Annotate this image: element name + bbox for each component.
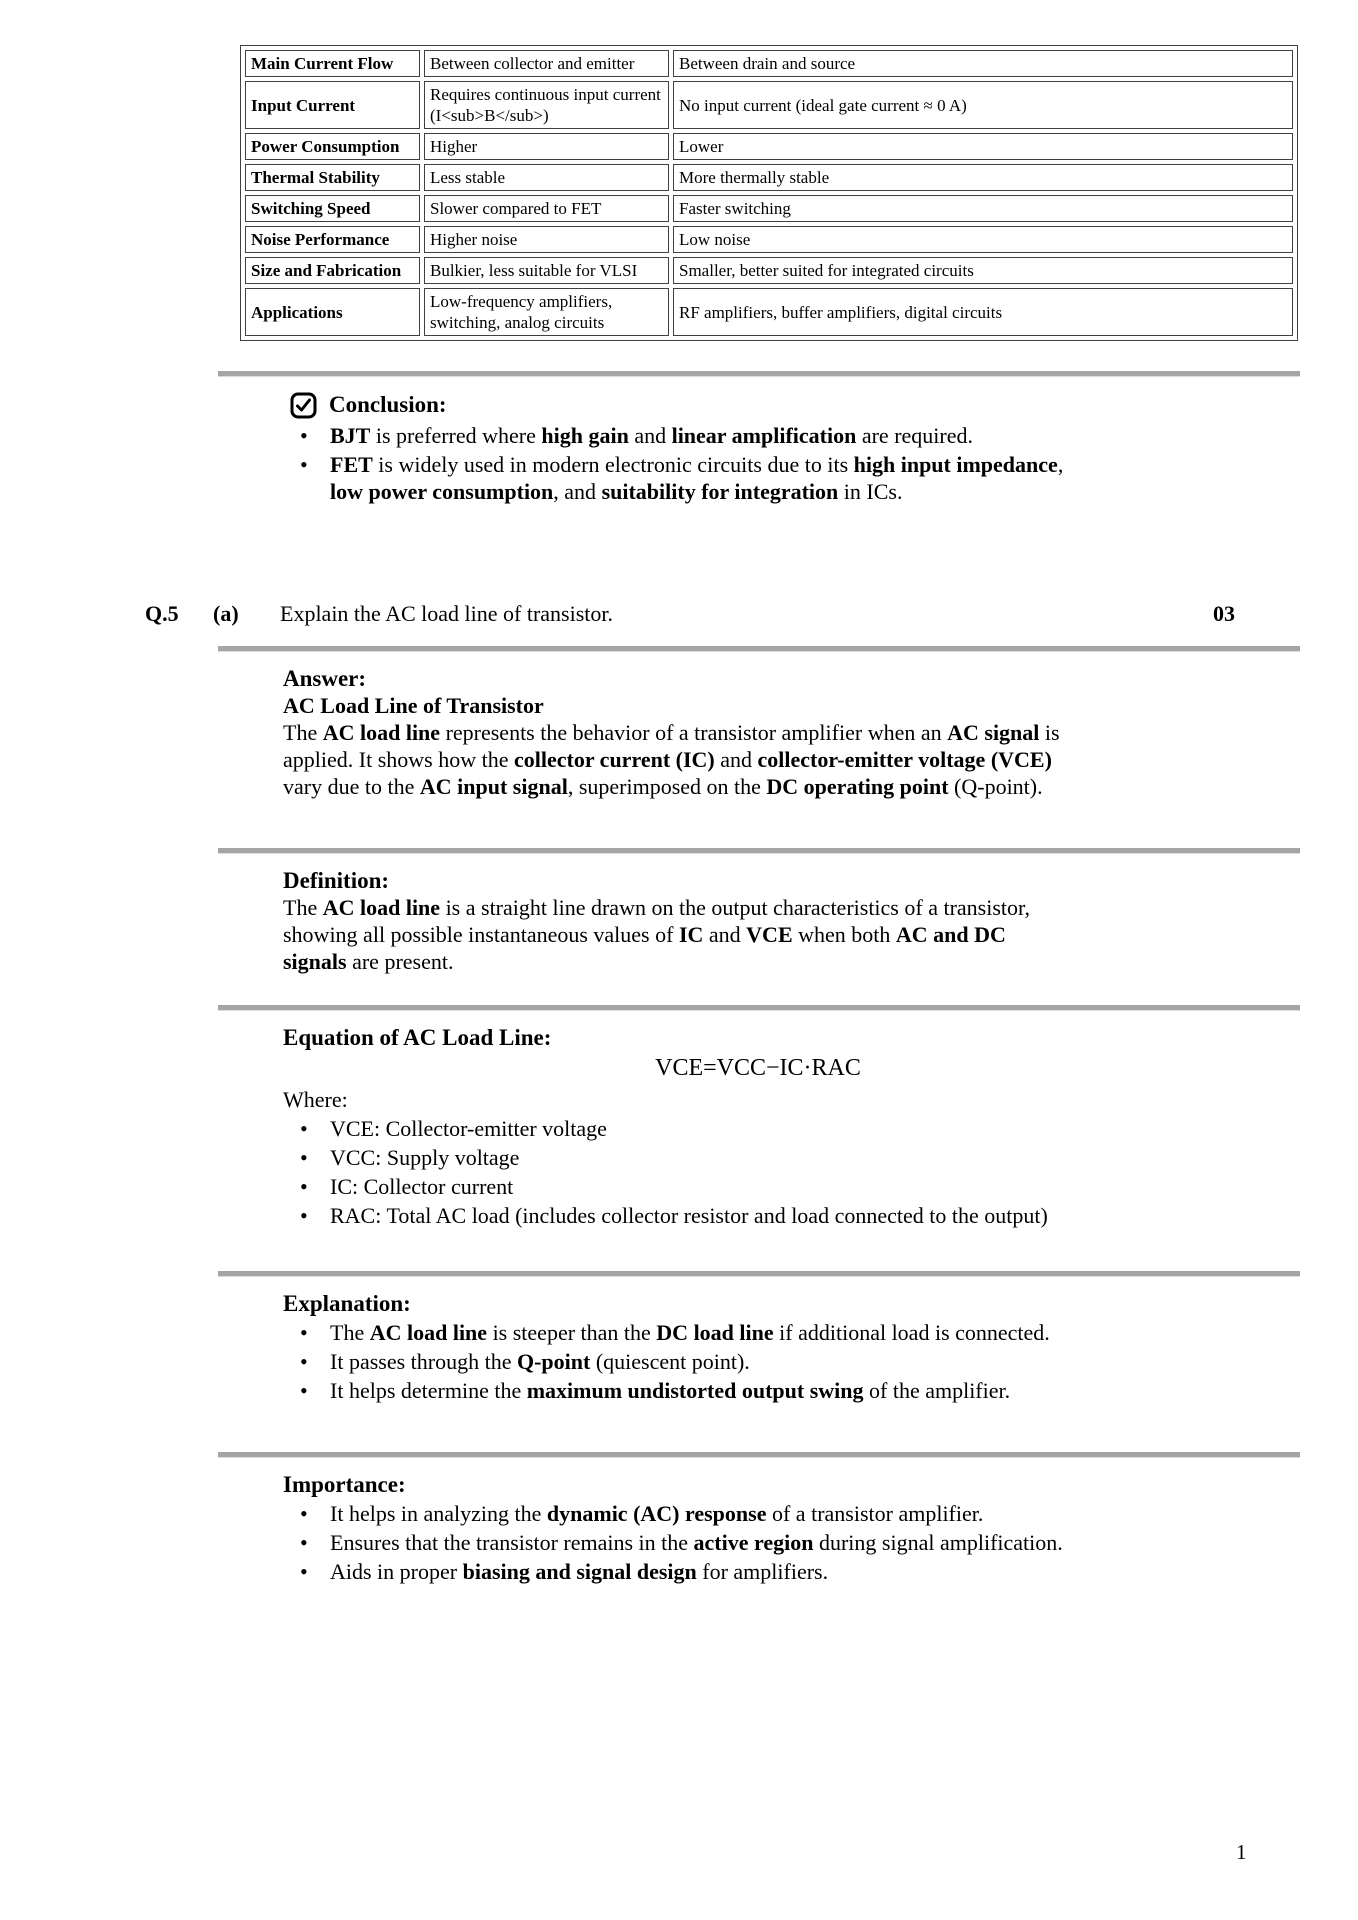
table-cell-feature: Applications [245, 288, 420, 336]
list-item-text: Aids in proper biasing and signal design for amplifiers. [330, 1559, 829, 1584]
table-cell-feature: Size and Fabrication [245, 257, 420, 284]
equation-section [218, 1024, 1300, 1229]
list-item [283, 1348, 1073, 1375]
table-cell-fet: Between drain and source [673, 50, 1293, 77]
bullet-dot: • [300, 1559, 308, 1584]
bullet-dot: • [300, 452, 308, 477]
list-item-text: RAC: Total AC load (includes collector resistor and load connected to the output) [330, 1203, 1048, 1228]
section-divider [218, 1271, 1300, 1277]
section-divider [218, 646, 1300, 652]
checkbox-checked-icon [290, 392, 317, 419]
table-cell-fet: No input current (ideal gate current ≈ 0 A) [673, 81, 1293, 129]
table-cell-bjt: Higher noise [424, 226, 669, 253]
table-cell-feature: Main Current Flow [245, 50, 420, 77]
table-cell-bjt: Less stable [424, 164, 669, 191]
bullet-dot: • [300, 1501, 308, 1526]
table-cell-feature: Thermal Stability [245, 164, 420, 191]
where-label: Where: [283, 1087, 348, 1112]
table-cell-bjt: Between collector and emitter [424, 50, 669, 77]
list-item [283, 1558, 1073, 1585]
page-number: 1 [1236, 1840, 1247, 1864]
question-part: (a) [213, 601, 239, 626]
comparison-table [240, 45, 1298, 341]
importance-heading: Importance: [283, 1472, 406, 1497]
bullet-dot: • [300, 1145, 308, 1170]
equation-heading: Equation of AC Load Line: [283, 1025, 552, 1050]
list-item [283, 1529, 1073, 1556]
table-cell-feature: Input Current [245, 81, 420, 129]
list-item-text: The AC load line is steeper than the DC load line if additional load is connected. [330, 1320, 1050, 1345]
list-item-text: It helps determine the maximum undistorted output swing of the amplifier. [330, 1378, 1011, 1403]
list-item-text: Ensures that the transistor remains in the active region during signal amplification. [330, 1530, 1063, 1555]
list-item [283, 1319, 1073, 1346]
list-item [283, 422, 1073, 449]
bullet-dot: • [300, 1116, 308, 1141]
table-cell-feature: Power Consumption [245, 133, 420, 160]
table-cell-fet: Faster switching [673, 195, 1293, 222]
table-cell-fet: Smaller, better suited for integrated circuits [673, 257, 1293, 284]
table-cell-bjt: Slower compared to FET [424, 195, 669, 222]
conclusion-heading [290, 390, 1300, 420]
table-cell-fet: RF amplifiers, buffer amplifiers, digital circuits [673, 288, 1293, 336]
conclusion-heading-label: Conclusion: [329, 392, 447, 417]
table-cell-fet: More thermally stable [673, 164, 1293, 191]
answer-section [218, 665, 1300, 800]
bullet-dot: • [300, 1530, 308, 1555]
section-divider [218, 1452, 1300, 1458]
table-row [245, 226, 1293, 253]
bullet-dot: • [300, 1320, 308, 1345]
explanation-section [218, 1290, 1300, 1404]
bullet-dot: • [300, 1203, 308, 1228]
table-row [245, 257, 1293, 284]
section-divider [218, 1005, 1300, 1011]
list-item-text: VCE: Collector-emitter voltage [330, 1116, 607, 1141]
list-item-text: IC: Collector current [330, 1174, 514, 1199]
explanation-heading: Explanation: [283, 1291, 411, 1316]
table-cell-feature: Switching Speed [245, 195, 420, 222]
table-row [245, 164, 1293, 191]
table-row [245, 288, 1293, 336]
section-divider [218, 371, 1300, 377]
question-text: Explain the AC load line of transistor. [280, 601, 614, 626]
equation-formula: VCE=VCC−IC·RAC [655, 1055, 861, 1081]
list-item-text: It helps in analyzing the dynamic (AC) response of a transistor amplifier. [330, 1501, 984, 1526]
importance-section [218, 1471, 1300, 1585]
question-row [145, 600, 1300, 628]
bullet-dot: • [300, 1349, 308, 1374]
list-item-text: It passes through the Q-point (quiescent point). [330, 1349, 750, 1374]
list-item-text: BJT is preferred where high gain and linear amplification are required. [330, 423, 973, 448]
section-divider [218, 848, 1300, 854]
list-item [283, 1115, 1073, 1142]
table-row [245, 133, 1293, 160]
list-item [283, 1173, 1073, 1200]
list-item [283, 1500, 1073, 1527]
table-cell-fet: Low noise [673, 226, 1293, 253]
question-number: Q.5 [145, 601, 179, 626]
table-cell-bjt: Bulkier, less suitable for VLSI [424, 257, 669, 284]
bullet-dot: • [300, 423, 308, 448]
answer-title: AC Load Line of Transistor [283, 693, 544, 718]
conclusion-section [218, 390, 1300, 505]
question-marks: 03 [1213, 601, 1235, 626]
table-cell-fet: Lower [673, 133, 1293, 160]
table-cell-feature: Noise Performance [245, 226, 420, 253]
list-item [283, 1202, 1073, 1229]
list-item [283, 1377, 1073, 1404]
list-item-text: VCC: Supply voltage [330, 1145, 520, 1170]
list-item-text: FET is widely used in modern electronic circuits due to its high input impedance, low power consumption, and suitability for integration in ICs. [330, 452, 1064, 504]
answer-heading: Answer: [283, 666, 367, 691]
list-item [283, 1144, 1073, 1171]
table-cell-bjt: Higher [424, 133, 669, 160]
table-cell-bjt: Requires continuous input current (I<sub>B</sub>) [424, 81, 669, 129]
table-row [245, 50, 1293, 77]
list-item [283, 451, 1073, 505]
table-row [245, 195, 1293, 222]
table-row [245, 81, 1293, 129]
definition-paragraph: The AC load line is a straight line drawn on the output characteristics of a transistor, showing all possible instantaneous values of IC and VCE when both AC and DC signals are present. [283, 895, 1030, 974]
bullet-dot: • [300, 1378, 308, 1403]
definition-section [218, 867, 1300, 975]
definition-heading: Definition: [283, 868, 390, 893]
answer-paragraph: The AC load line represents the behavior of a transistor amplifier when an AC signal is applied. It shows how the collector current (IC) and collector-emitter voltage (VCE) vary due to the AC input signal, superimposed on the DC operating point (Q-point). [283, 720, 1060, 799]
bullet-dot: • [300, 1174, 308, 1199]
table-cell-bjt: Low-frequency amplifiers, switching, analog circuits [424, 288, 669, 336]
